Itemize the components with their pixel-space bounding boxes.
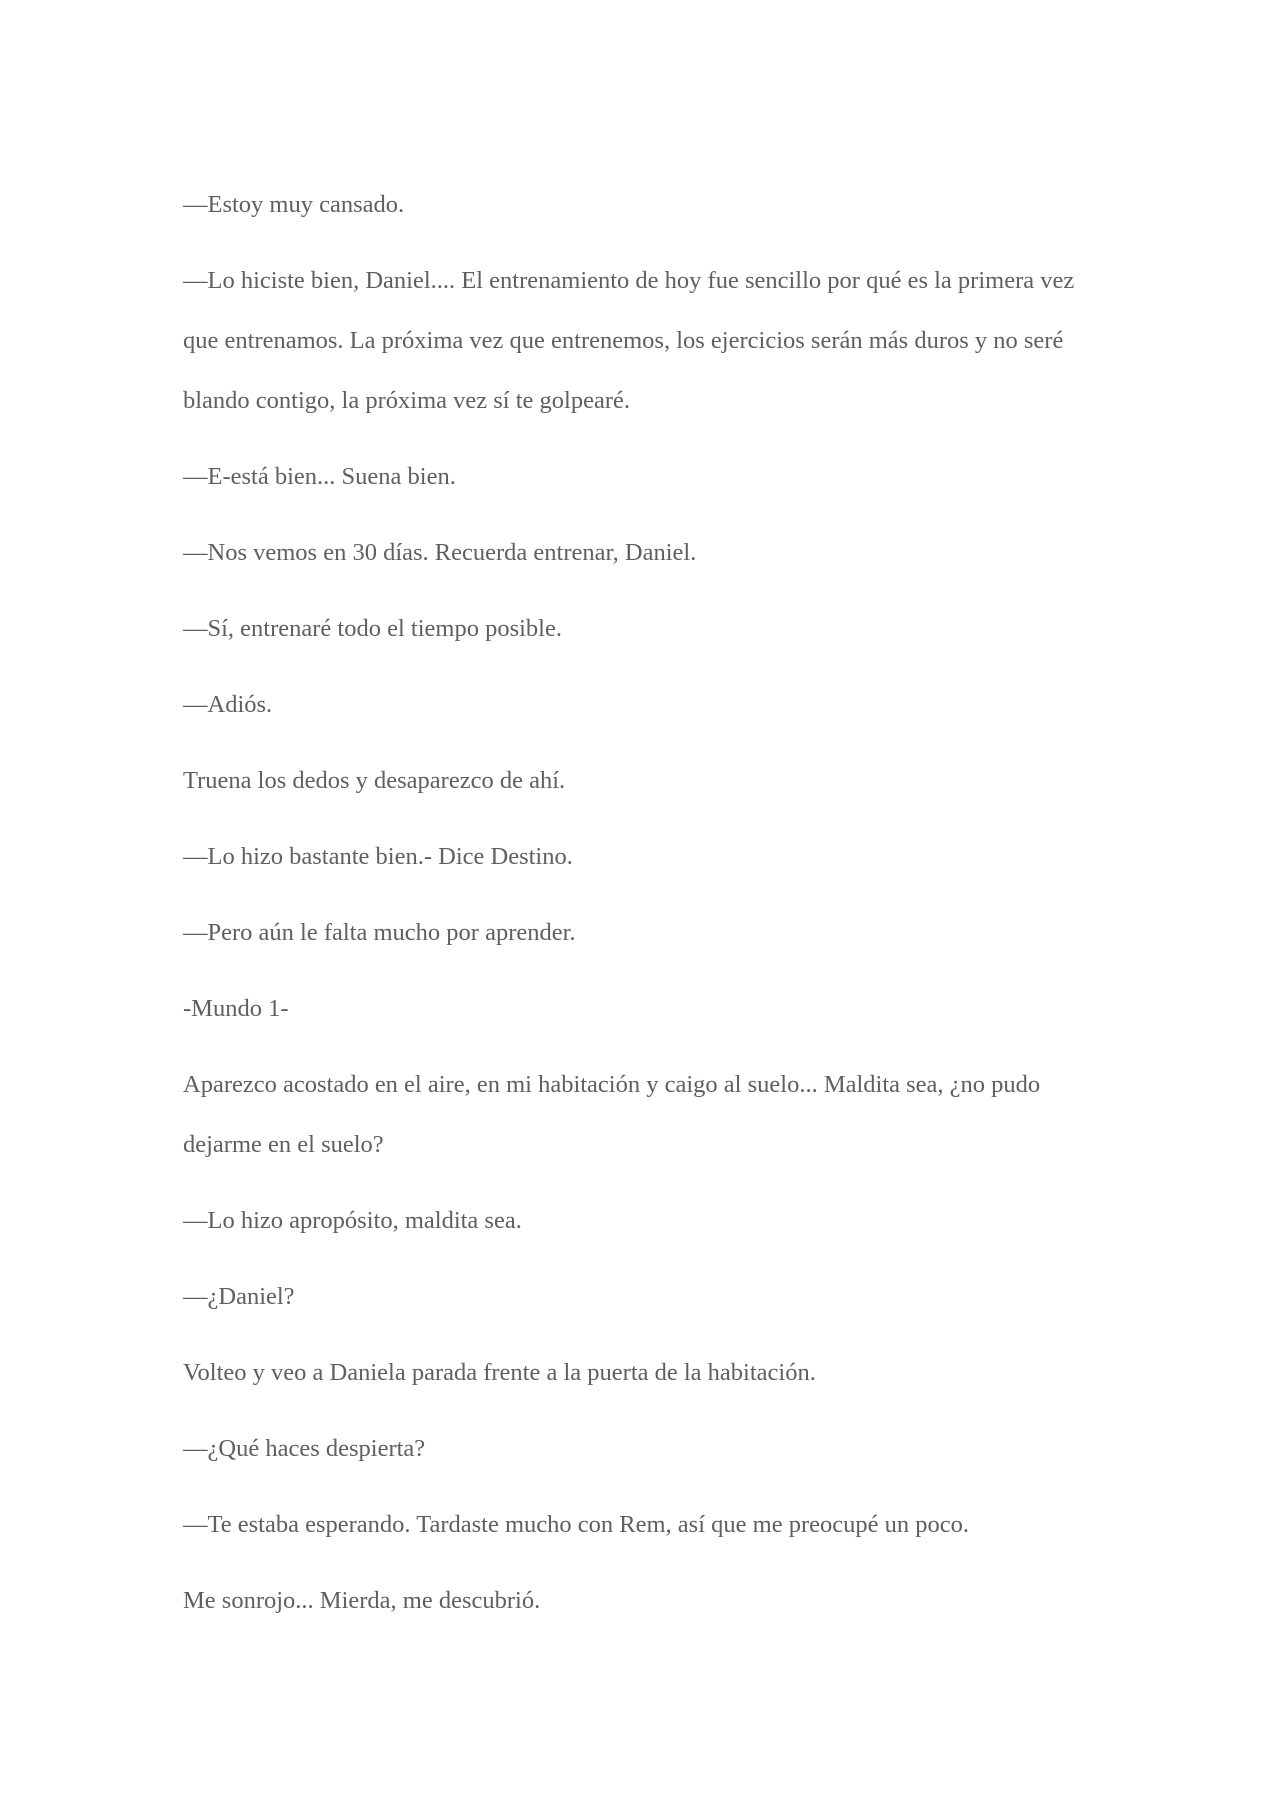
paragraph: —Pero aún le falta mucho por aprender. — [183, 919, 576, 946]
paragraph: Truena los dedos y desaparezco de ahí. — [183, 767, 566, 794]
paragraph: —¿Qué haces despierta? — [183, 1435, 426, 1462]
paragraph: —E-está bien... Suena bien. — [183, 463, 456, 490]
paragraph: —Te estaba esperando. Tardaste mucho con Rem, así que me preocupé un poco. — [183, 1511, 969, 1538]
paragraph: —¿Daniel? — [183, 1283, 295, 1310]
document-body — [183, 175, 1108, 1647]
paragraph: —Lo hiciste bien, Daniel.... El entrenamiento de hoy fue sencillo por qué es la primera vez que entrenamos. La próxima vez que entrenemos, los ejercicios serán más duros y no seré blando contigo, la próxima vez sí te golpearé. — [183, 267, 1075, 414]
paragraph: —Nos vemos en 30 días. Recuerda entrenar, Daniel. — [183, 539, 697, 566]
paragraph: Volteo y veo a Daniela parada frente a la puerta de la habitación. — [183, 1359, 816, 1386]
paragraph: —Sí, entrenaré todo el tiempo posible. — [183, 615, 562, 642]
paragraph: Me sonrojo... Mierda, me descubrió. — [183, 1587, 541, 1614]
paragraph: Aparezco acostado en el aire, en mi habitación y caigo al suelo... Maldita sea, ¿no pudo dejarme en el suelo? — [183, 1071, 1041, 1158]
paragraph: —Lo hizo bastante bien.- Dice Destino. — [183, 843, 573, 870]
paragraph: —Estoy muy cansado. — [183, 191, 405, 218]
paragraph: —Adiós. — [183, 691, 273, 718]
paragraph: —Lo hizo apropósito, maldita sea. — [183, 1207, 522, 1234]
section-heading: -Mundo 1- — [183, 995, 289, 1022]
